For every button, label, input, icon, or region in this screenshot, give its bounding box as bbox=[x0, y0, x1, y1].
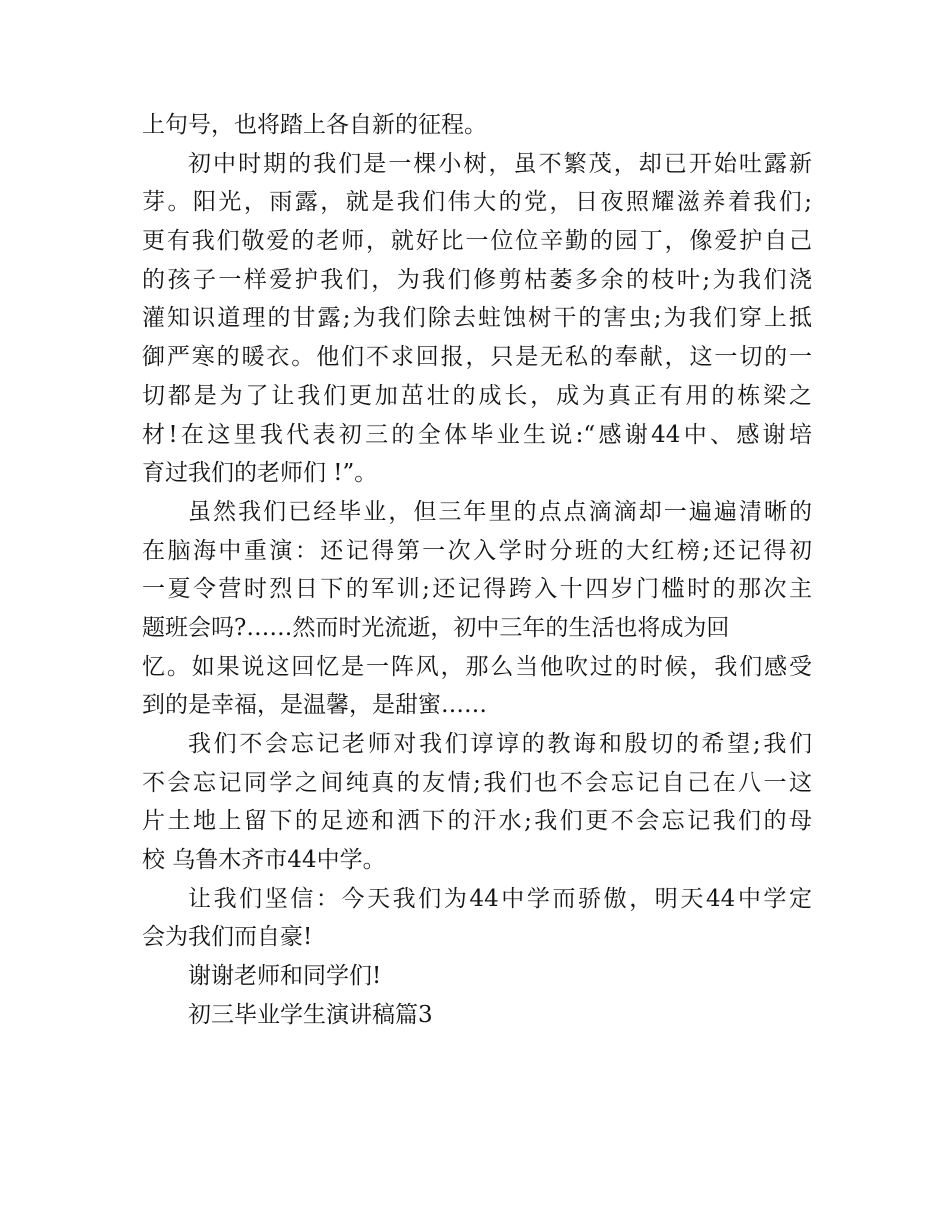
text-line: 御严寒的暖衣。他们不求回报，只是无私的奉献，这一切的一 bbox=[142, 344, 812, 371]
text-line: 谢谢老师和同学们! bbox=[188, 963, 382, 990]
text-line: 材!在这里我代表初三的全体毕业生说:“感谢44中、感谢培 bbox=[142, 421, 812, 448]
text-line: 不会忘记同学之间纯真的友情;我们也不会忘记自己在八一这 bbox=[142, 769, 812, 796]
text-line: 校 乌鲁木齐市44中学。 bbox=[142, 847, 386, 874]
text-line: 芽。阳光，雨露，就是我们伟大的党，日夜照耀滋养着我们; bbox=[142, 189, 812, 216]
text-line: 让我们坚信：今天我们为44中学而骄傲，明天44中学定 bbox=[188, 885, 812, 912]
text-line: 片土地上留下的足迹和洒下的汗水;我们更不会忘记我们的母 bbox=[142, 808, 812, 835]
text-line: 灌知识道理的甘露;为我们除去蛀蚀树干的害虫;为我们穿上抵 bbox=[142, 305, 812, 332]
text-line: 会为我们而自豪! bbox=[142, 924, 313, 951]
text-line: 的孩子一样爱护我们，为我们修剪枯萎多余的枝叶;为我们浇 bbox=[142, 266, 812, 293]
text-line: 切都是为了让我们更加茁壮的成长，成为真正有用的栋梁之 bbox=[142, 382, 812, 409]
text-line: 更有我们敬爱的老师，就好比一位位辛勤的园丁，像爱护自己 bbox=[142, 228, 812, 255]
text-line: 虽然我们已经毕业，但三年里的点点滴滴却一遍遍清晰的 bbox=[188, 498, 812, 525]
document-body bbox=[142, 106, 812, 1035]
text-line: 在脑海中重演：还记得第一次入学时分班的大红榜;还记得初 bbox=[142, 537, 812, 564]
text-line: 初中时期的我们是一棵小树，虽不繁茂，却已开始吐露新 bbox=[188, 150, 812, 177]
text-line: 一夏令营时烈日下的军训;还记得跨入十四岁门槛时的那次主 bbox=[142, 576, 812, 603]
text-line: 到的是幸福，是温馨，是甜蜜…… bbox=[142, 692, 487, 719]
section-heading: 初三毕业学生演讲稿篇3 bbox=[188, 1001, 433, 1028]
text-line: 育过我们的老师们 !”。 bbox=[142, 460, 378, 487]
text-line: 我们不会忘记老师对我们谆谆的教诲和殷切的希望;我们 bbox=[188, 731, 812, 757]
text-line: 忆。如果说这回忆是一阵风，那么当他吹过的时候，我们感受 bbox=[142, 653, 812, 680]
text-line: 题班会吗?……然而时光流逝，初中三年的生活也将成为回 bbox=[142, 614, 730, 641]
text-line: 上句号，也将踏上各自新的征程。 bbox=[142, 112, 487, 138]
